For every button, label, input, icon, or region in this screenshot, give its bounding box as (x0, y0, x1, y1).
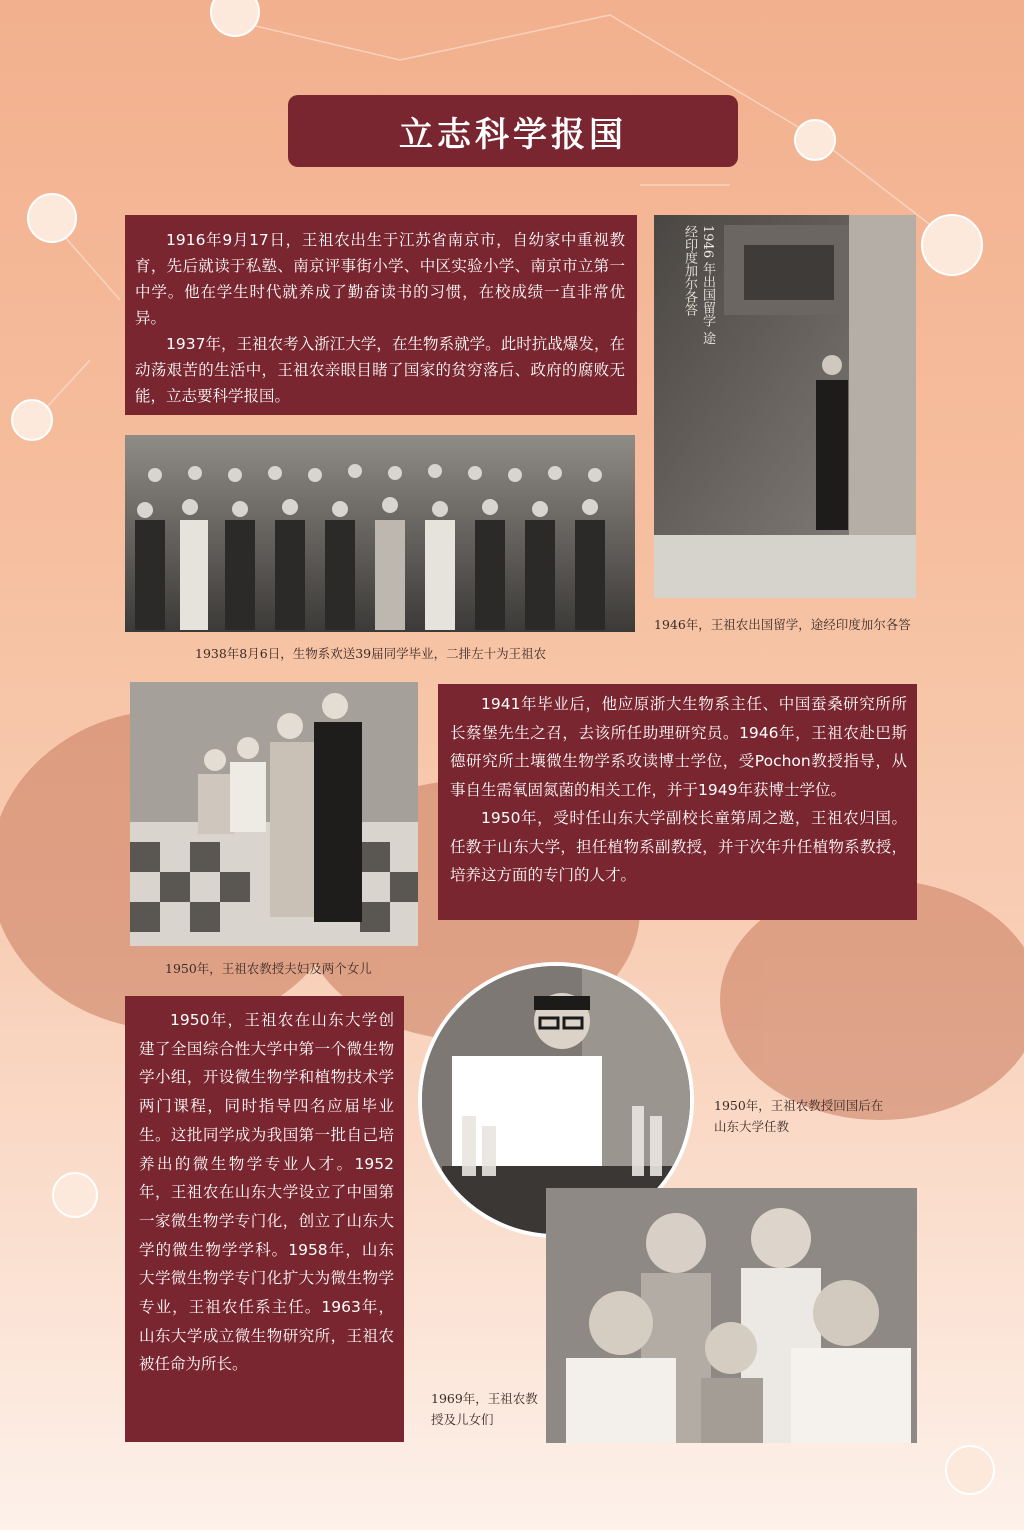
photo-group-1938 (125, 435, 635, 632)
paragraph-1950-return: 1950年，受时任山东大学副校长童第周之邀，王祖农归国。任教于山东大学，担任植物系副教授，并于次年升任植物系教授，培养这方面的专门的人才。 (450, 809, 907, 884)
text-box-microbiology (125, 996, 404, 1442)
caption-family-1969: 1969年，王祖农教授及儿女们 (431, 1391, 538, 1427)
caption-lab-1950: 1950年，王祖农教授回国后在山东大学任教 (714, 1098, 884, 1134)
caption-india-1946: 1946年，王祖农出国留学，途经印度加尔各答 (654, 617, 911, 632)
paragraph-1950-1963: 1950年，王祖农在山东大学创建了全国综合性大学中第一个微生物学小组，开设微生物学和植物技术学两门课程，同时指导四名应届毕业生。这批同学成为我国第一批自己培养出的微生物学专业人才。1952年，王祖农在山东大学设立了中国第一家微生物学专门化，创立了山东大学的微生物学学科。1958年，山东大学微生物学专门化扩大为微生物学专业，王祖农任系主任。1963年，山东大学成立微生物研究所，王祖农被任命为所长。 (139, 1011, 394, 1374)
group-photo-image (125, 435, 635, 632)
page-title: 立志科学报国 (399, 114, 627, 155)
caption-family-1950: 1950年，王祖农教授夫妇及两个女儿 (165, 961, 372, 976)
title-banner (288, 95, 738, 167)
paragraph-1937: 1937年，王祖农考入浙江大学，在生物系就学。此时抗战爆发，在动荡艰苦的生活中，王祖农亲眼目睹了国家的贫穷落后、政府的腐败无能，立志要科学报国。 (135, 335, 625, 405)
photo-family-1950 (130, 682, 418, 946)
text-box-early-life (125, 215, 637, 415)
family-1950-image (130, 682, 418, 946)
text-box-study-abroad (438, 684, 917, 920)
paragraph-1916: 1916年9月17日，王祖农出生于江苏省南京市，自幼家中重视教育，先后就读于私塾、南京评事街小学、中区实验小学、南京市立第一中学。他在学生时代就养成了勤奋读书的习惯，在校成绩一直非常优异。 (135, 231, 625, 327)
photo-inscription: 1946 年出国留学 途经印度加尔各答 (682, 225, 715, 345)
photo-family-1969 (546, 1188, 917, 1443)
family-1969-image (546, 1188, 917, 1443)
paragraph-1941: 1941年毕业后，他应原浙大生物系主任、中国蚕桑研究所所长蔡堡先生之召，去该所任助理研究员。1946年，王祖农赴巴斯德研究所土壤微生物学系攻读博士学位，受Pochon教授指导，从事自生需氧固氮菌的相关工作，并于1949年获博士学位。 (450, 695, 907, 799)
caption-group-1938: 1938年8月6日，生物系欢送39届同学毕业，二排左十为王祖农 (195, 646, 547, 661)
